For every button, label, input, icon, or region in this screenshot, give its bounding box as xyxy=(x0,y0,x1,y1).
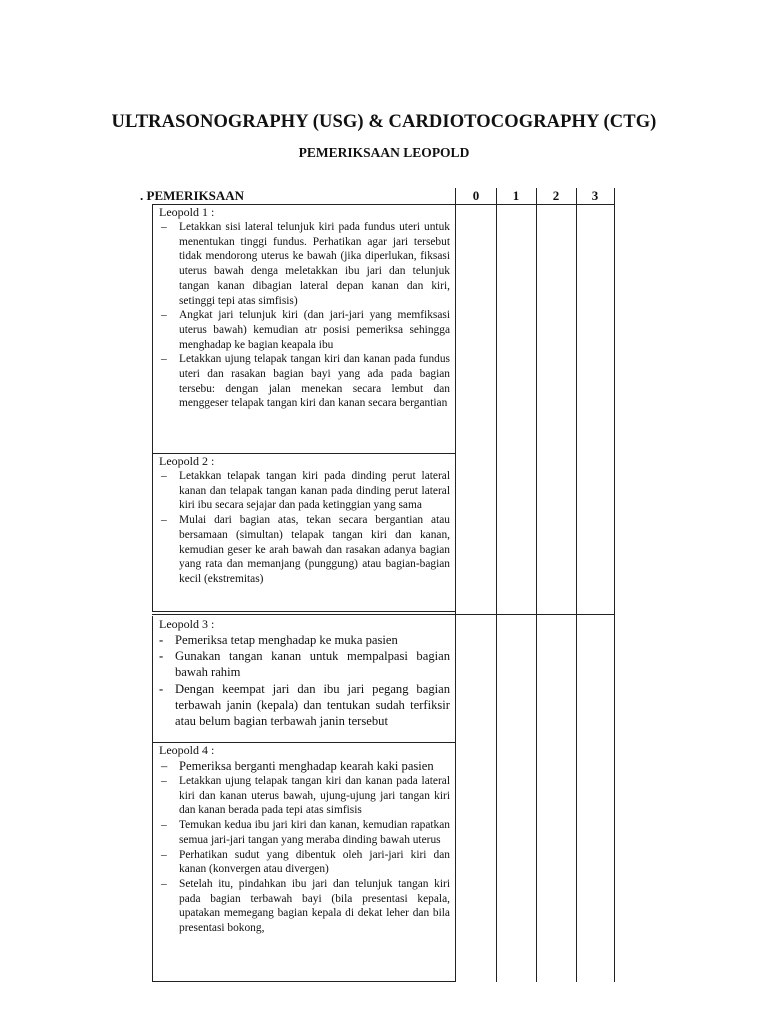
list-item: – Setelah itu, pindahkan ibu jari dan telunjuk tangan kiri pada bagian terbawah bayi (bila presentasi kepala, upatakan memegang bagian kepala di dekat leher dan bila presentasi bokong, xyxy=(159,877,450,936)
column-divider xyxy=(576,188,577,982)
header-label: . PEMERIKSAAN xyxy=(140,188,245,203)
column-divider xyxy=(536,188,537,982)
list-item: – Mulai dari bagian atas, tekan secara bergantian atau bersamaan (simultan) telapak tangan kiri dan kanan, kemudian geser ke arah bawah dan rasakan adanya bagian yang rata dan memanjang (punggung) atau bagian-bagian kecil (ekstremitas) xyxy=(159,513,450,587)
list-item: – Pemeriksa berganti menghadap kearah kaki pasien xyxy=(159,758,450,774)
list-item: - Pemeriksa tetap menghadap ke muka pasien xyxy=(159,632,450,648)
list-item: – Temukan kedua ibu jari kiri dan kanan, kemudian rapatkan semua jari-jari tangan yang meraba dinding bawah uterus xyxy=(159,818,450,847)
document-subtitle: PEMERIKSAAN LEOPOLD xyxy=(298,145,470,160)
list-item: – Letakkan ujung telapak tangan kiri dan kanan pada fundus uteri dan rasakan bagian bayi yang ada pada bagian tersebu: dengan jalan menekan secara lembut dan menggeser telapak tangan kiri dan kanan secara bergantian xyxy=(159,352,450,411)
score-column-2: 2 xyxy=(552,188,560,203)
list-item: - Dengan keempat jari dan ibu jari pegang bagian terbawah janin (kepala) dan tentukan sudah terfiksir atau belum bagian terbawah janin tersebut xyxy=(159,681,450,730)
section-title: Leopold 4 : xyxy=(159,743,215,757)
list-item: – Angkat jari telunjuk kiri (dan jari-jari yang memfiksasi uterus bawah) kemudian atr posisi pemeriksa sehingga menghadap ke bagian keapala ibu xyxy=(159,308,450,352)
list-item: – Letakkan telapak tangan kiri pada dinding perut lateral kanan dan telapak tangan kanan pada dinding perut lateral kiri ibu secara sejajar dan pada ketinggian yang sama xyxy=(159,469,450,513)
score-column-3: 3 xyxy=(591,188,599,203)
section-leopold-2 xyxy=(152,454,456,612)
list-item: – Perhatikan sudut yang dibentuk oleh jari-jari kiri dan kanan (konvergen atau divergen) xyxy=(159,848,450,877)
section-separator xyxy=(152,614,614,615)
section-leopold-3 xyxy=(152,616,456,743)
list-item: – Letakkan sisi lateral telunjuk kiri pada fundus uteri untuk menentukan tinggi fundus. Perhatikan agar jari tersebut tidak mendorong uterus ke bawah (jika diperlukan, fiksasi uterus bawah denga meletakkan ibu jari dan telunjuk tangan kanan dibagian lateral depan kanan dan kiri, setinggi tepi atas simfisis) xyxy=(159,220,450,308)
document-title: ULTRASONOGRAPHY (USG) & CARDIOTOCOGRAPHY (CTG) xyxy=(111,112,657,132)
score-column-0: 0 xyxy=(472,188,480,203)
section-title: Leopold 3 : xyxy=(159,617,215,631)
checklist-table xyxy=(140,188,615,982)
section-title: Leopold 2 : xyxy=(159,454,215,468)
column-divider xyxy=(496,188,497,982)
score-column-1: 1 xyxy=(512,188,520,203)
section-leopold-1 xyxy=(152,205,456,454)
list-item: – Letakkan ujung telapak tangan kiri dan kanan pada lateral kiri dan kanan uterus bawah, ujung-ujung jari tangan kiri dan kanan berada pada tepi atas simfisis xyxy=(159,774,450,818)
section-leopold-4 xyxy=(152,743,456,982)
table-header xyxy=(140,188,614,205)
section-title: Leopold 1 : xyxy=(159,205,215,219)
list-item: - Gunakan tangan kanan untuk mempalpasi bagian bawah rahim xyxy=(159,648,450,680)
